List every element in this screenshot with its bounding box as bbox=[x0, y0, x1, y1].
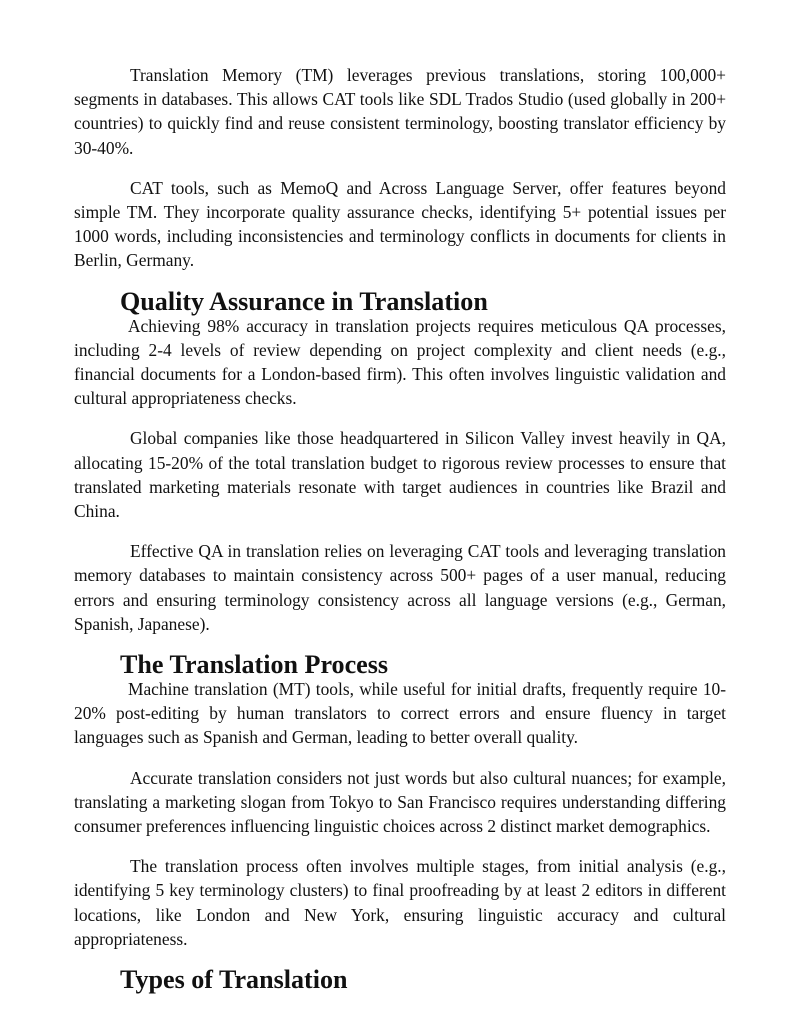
paragraph: The translation process often involves multiple stages, from initial analysis (e.g., identifying 5 key terminology clusters) to final proofreading by at least 2 editors in different locations, like London and New York, ensuring linguistic accuracy and cultural appropriateness. bbox=[74, 856, 726, 949]
paragraph: Effective QA in translation relies on leveraging CAT tools and leveraging translation memory databases to maintain consistency across 500+ pages of a user manual, reducing errors and ensuring terminology consistency across all language versions (e.g., German, Spanish, Japanese). bbox=[74, 541, 726, 634]
paragraph: Translation Memory (TM) leverages previous translations, storing 100,000+ segments in databases. This allows CAT tools like SDL Trados Studio (used globally in 200+ countries) to quickly find and reuse consistent terminology, boosting translator efficiency by 30-40%. bbox=[74, 65, 726, 158]
paragraph: CAT tools, such as MemoQ and Across Language Server, offer features beyond simple TM. They incorporate quality assurance checks, identifying 5+ potential issues per 1000 words, including inconsistencies and terminology conflicts in documents for clients in Berlin, Germany. bbox=[74, 177, 726, 271]
paragraph: Achieving 98% accuracy in translation projects requires meticulous QA processes, including 2-4 levels of review depending on project complexity and client needs (e.g., financial documents for a London-based firm). This often involves linguistic validation and cultural appropriateness checks. bbox=[74, 315, 726, 409]
document-page bbox=[74, 63, 726, 995]
paragraph: Global companies like those headquartered in Silicon Valley invest heavily in QA, allocating 15-20% of the total translation budget to rigorous review processes to ensure that translated marketing materials resonate with target audiences in countries like Brazil and China. bbox=[74, 428, 726, 522]
paragraph: Machine translation (MT) tools, while useful for initial drafts, frequently require 10-20% post-editing by human translators to correct errors and ensure fluency in target languages such as Spanish and German, leading to better overall quality. bbox=[74, 679, 726, 748]
section-heading: Quality Assurance in Translation bbox=[120, 286, 488, 316]
section-heading: Types of Translation bbox=[120, 965, 348, 995]
paragraph: Accurate translation considers not just words but also cultural nuances; for example, translating a marketing slogan from Tokyo to San Francisco requires understanding differing consumer preferences influencing linguistic choices across 2 distinct market demographics. bbox=[74, 767, 726, 837]
section-heading: The Translation Process bbox=[120, 650, 389, 680]
